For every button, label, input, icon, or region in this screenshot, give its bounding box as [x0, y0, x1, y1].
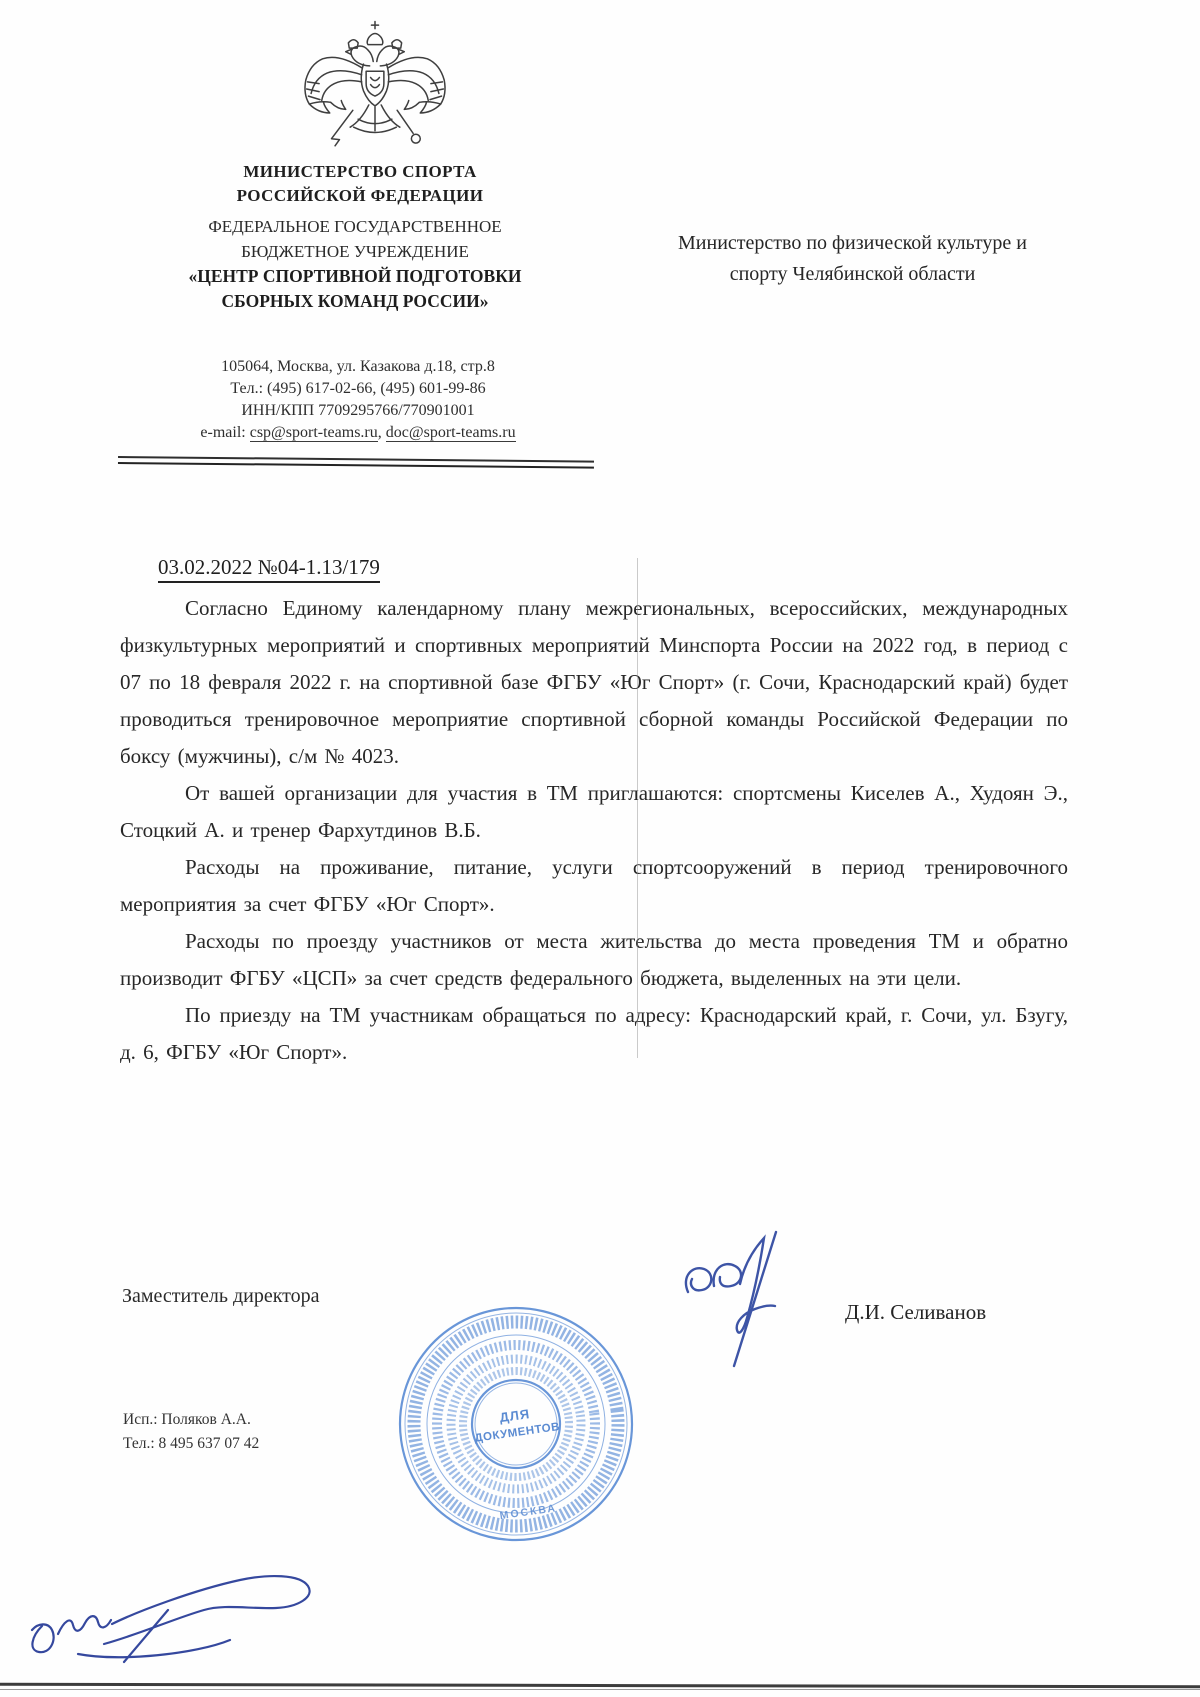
email-address-2: doc@sport-teams.ru [385, 424, 516, 441]
paragraph-1: Согласно Единому календарному плану межрегиональных, всероссийских, международных физкультурных мероприятий и спортивных мероприятий Минспорта России на 2022 год, в период с 07 по 18 февраля 2022 г. на спортивной базе ФГБУ «Юг Спорт» (г. Сочи, Краснодарский край) будет проводиться тренировочное мероприятие спортивной сборной команды Российской Федерации по боксу (мужчины), с/м № 4023. [120, 596, 1068, 768]
email-label: e-mail: [200, 424, 250, 441]
letterhead-organization [118, 214, 592, 314]
executor-name: Исп.: Поляков А.А. [123, 1411, 251, 1428]
letter-body [120, 590, 1068, 1071]
stamp-center-line1: ДЛЯ [498, 1406, 532, 1426]
org-line4: СБОРНЫХ КОМАНД РОССИИ» [221, 291, 489, 311]
letterhead-divider-line [118, 456, 594, 469]
scan-bottom-edge [0, 1683, 1200, 1689]
email-address-1: csp@sport-teams.ru [249, 424, 378, 441]
russian-coat-of-arms-icon [295, 18, 455, 160]
scan-bottom-edge-shadow [0, 1689, 1200, 1690]
org-line3: «ЦЕНТР СПОРТИВНОЙ ПОДГОТОВКИ [188, 266, 522, 286]
ministry-line1: МИНИСТЕРСТВО СПОРТА [243, 162, 477, 181]
director-signature-handwriting [672, 1228, 832, 1378]
email-separator: , [377, 424, 386, 441]
paragraph-5: По приезду на ТМ участникам обращаться по адресу: Краснодарский край, г. Сочи, ул. Бзугу, д. 6, ФГБУ «Юг Спорт». [120, 1003, 1068, 1064]
org-phones: Тел.: (495) 617-02-66, (495) 601-99-86 [230, 380, 486, 397]
ministry-line2: РОССИЙСКОЙ ФЕДЕРАЦИИ [236, 186, 484, 205]
scan-fold-line [637, 558, 638, 1058]
paragraph-4: Расходы по проезду участников от места жительства до места проведения ТМ и обратно производит ФГБУ «ЦСП» за счет средств федерального бюджета, выделенных на эти цели. [120, 929, 1068, 990]
org-line2: БЮДЖЕТНОЕ УЧРЕЖДЕНИЕ [241, 242, 469, 261]
stamp-center-line2: ДОКУМЕНТОВ [473, 1420, 561, 1445]
organization-round-stamp [371, 1279, 660, 1568]
addressee-line1: Министерство по физической культуре и [678, 232, 1027, 254]
date-and-number: 03.02.2022 №04-1.13/179 [158, 555, 380, 580]
org-line1: ФЕДЕРАЛЬНОЕ ГОСУДАРСТВЕННОЕ [208, 217, 502, 236]
bottom-handwritten-signature [20, 1540, 330, 1680]
org-email-line [108, 422, 608, 444]
stamp-bottom-text: МОСКВА [499, 1502, 558, 1523]
addressee-block [600, 228, 1105, 290]
org-address: 105064, Москва, ул. Казакова д.18, стр.8 [221, 358, 495, 375]
signer-position: Заместитель директора [122, 1285, 320, 1307]
executor-phone: Тел.: 8 495 637 07 42 [123, 1435, 260, 1452]
letterhead-ministry [140, 160, 580, 208]
signer-name: Д.И. Селиванов [845, 1300, 987, 1324]
addressee-line2: спорту Челябинской области [729, 263, 976, 285]
org-inn-kpp: ИНН/КПП 7709295766/770901001 [241, 402, 475, 419]
executor-block [123, 1408, 259, 1456]
paragraph-3: Расходы на проживание, питание, услуги спортсооружений в период тренировочного мероприятия за счет ФГБУ «Юг Спорт». [120, 855, 1068, 916]
paragraph-2: От вашей организации для участия в ТМ приглашаются: спортсмены Киселев А., Худоян Э., Стоцкий А. и тренер Фархутдинов В.Б. [120, 781, 1068, 842]
letterhead-contacts [108, 356, 608, 444]
